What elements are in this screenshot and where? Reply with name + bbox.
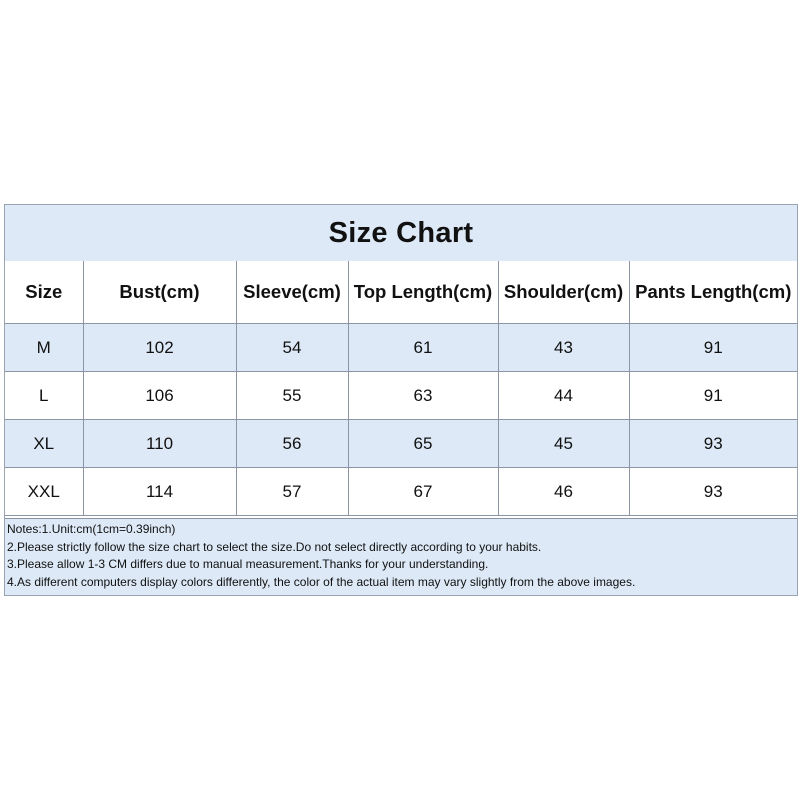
note-line: 3.Please allow 1-3 CM differs due to manual measurement.Thanks for your understanding. xyxy=(7,557,489,572)
cell-size: XL xyxy=(5,420,83,468)
cell-sleeve: 56 xyxy=(236,420,348,468)
header-pants-length: Pants Length(cm) xyxy=(629,261,797,324)
table-row xyxy=(5,372,797,420)
cell-top-length: 61 xyxy=(348,324,498,372)
notes-section xyxy=(5,518,797,595)
note-line: 4.As different computers display colors differently, the color of the actual item may vary slightly from the above images. xyxy=(7,574,636,589)
cell-pants-length: 91 xyxy=(629,372,797,420)
cell-pants-length: 93 xyxy=(629,468,797,516)
note-line: 2.Please strictly follow the size chart to select the size.Do not select directly according to your habits. xyxy=(7,539,542,554)
cell-shoulder: 43 xyxy=(498,324,629,372)
cell-shoulder: 45 xyxy=(498,420,629,468)
cell-top-length: 67 xyxy=(348,468,498,516)
header-sleeve: Sleeve(cm) xyxy=(236,261,348,324)
size-chart xyxy=(4,204,798,596)
cell-bust: 102 xyxy=(83,324,236,372)
table-row xyxy=(5,420,797,468)
chart-title: Size Chart xyxy=(5,205,797,262)
cell-pants-length: 91 xyxy=(629,324,797,372)
cell-sleeve: 55 xyxy=(236,372,348,420)
header-bust: Bust(cm) xyxy=(83,261,236,324)
cell-size: XXL xyxy=(5,468,83,516)
header-row xyxy=(5,261,797,324)
header-size: Size xyxy=(5,261,83,324)
cell-top-length: 65 xyxy=(348,420,498,468)
cell-shoulder: 44 xyxy=(498,372,629,420)
cell-bust: 110 xyxy=(83,420,236,468)
header-shoulder: Shoulder(cm) xyxy=(498,261,629,324)
cell-pants-length: 93 xyxy=(629,420,797,468)
table-row xyxy=(5,324,797,372)
cell-size: L xyxy=(5,372,83,420)
cell-size: M xyxy=(5,324,83,372)
size-table xyxy=(5,261,797,516)
cell-bust: 114 xyxy=(83,468,236,516)
header-top-length: Top Length(cm) xyxy=(348,261,498,324)
table-row xyxy=(5,468,797,516)
cell-sleeve: 57 xyxy=(236,468,348,516)
cell-top-length: 63 xyxy=(348,372,498,420)
note-line: Notes:1.Unit:cm(1cm=0.39inch) xyxy=(7,522,176,536)
cell-shoulder: 46 xyxy=(498,468,629,516)
cell-sleeve: 54 xyxy=(236,324,348,372)
cell-bust: 106 xyxy=(83,372,236,420)
